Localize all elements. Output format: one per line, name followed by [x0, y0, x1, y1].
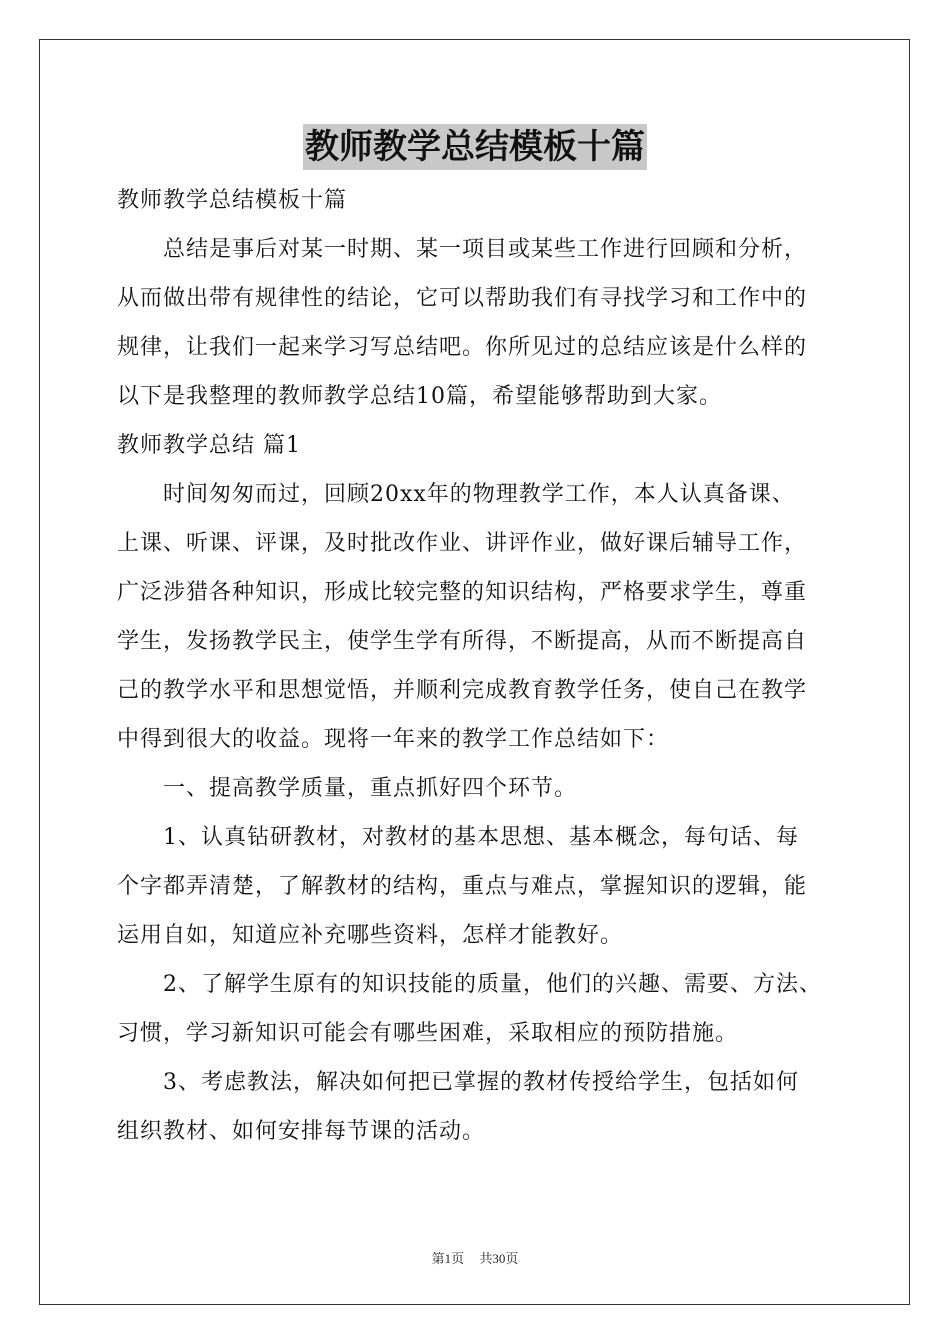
body-line: 时间匆匆而过，回顾20xx年的物理教学工作，本人认真备课、: [163, 482, 795, 507]
body-line: 上课、听课、评课，及时批改作业、讲评作业，做好课后辅导工作，: [117, 531, 808, 556]
body-line: 总结是事后对某一时期、某一项目或某些工作进行回顾和分析，: [163, 237, 808, 262]
body-line: 个字都弄清楚，了解教材的结构，重点与难点，掌握知识的逻辑，能: [117, 874, 808, 899]
body-line: 3、考虑教法，解决如何把已掌握的教材传授给学生，包括如何: [163, 1070, 799, 1095]
body-line: 1、认真钻研教材，对教材的基本思想、基本概念，每句话、每: [163, 825, 799, 850]
body-line: 教师教学总结 篇1: [117, 433, 301, 458]
body-line: 己的教学水平和思想觉悟，并顺利完成教育教学任务，使自己在教学: [117, 678, 808, 703]
body-line: 规律，让我们一起来学习写总结吧。你所见过的总结应该是什么样的: [117, 335, 808, 360]
body-line: 运用自如，知道应补充哪些资料，怎样才能教好。: [117, 923, 624, 948]
body-line: 广泛涉猎各种知识，形成比较完整的知识结构，严格要求学生，尊重: [117, 580, 808, 605]
document-body: [117, 176, 837, 1156]
page-number: 第1页: [431, 1251, 465, 1266]
body-line: 组织教材、如何安排每节课的活动。: [117, 1119, 486, 1144]
body-line: 从而做出带有规律性的结论，它可以帮助我们有寻找学习和工作中的: [117, 286, 808, 311]
document-title: 教师教学总结模板十篇: [303, 124, 647, 170]
body-line: 一、提高教学质量，重点抓好四个环节。: [163, 776, 578, 801]
body-line: 习惯，学习新知识可能会有哪些困难，采取相应的预防措施。: [117, 1021, 739, 1046]
body-line: 以下是我整理的教师教学总结10篇，希望能够帮助到大家。: [117, 384, 722, 409]
body-line: 中得到很大的收益。现将一年来的教学工作总结如下：: [117, 727, 670, 752]
title-wrap: [0, 124, 950, 170]
body-line: 学生，发扬教学民主，使学生学有所得，不断提高，从而不断提高自: [117, 629, 808, 654]
body-line: 教师教学总结模板十篇: [117, 188, 348, 213]
page-total: 共30页: [479, 1251, 519, 1266]
page-footer: [0, 1248, 950, 1267]
body-line: 2、了解学生原有的知识技能的质量，他们的兴趣、需要、方法、: [163, 972, 822, 997]
